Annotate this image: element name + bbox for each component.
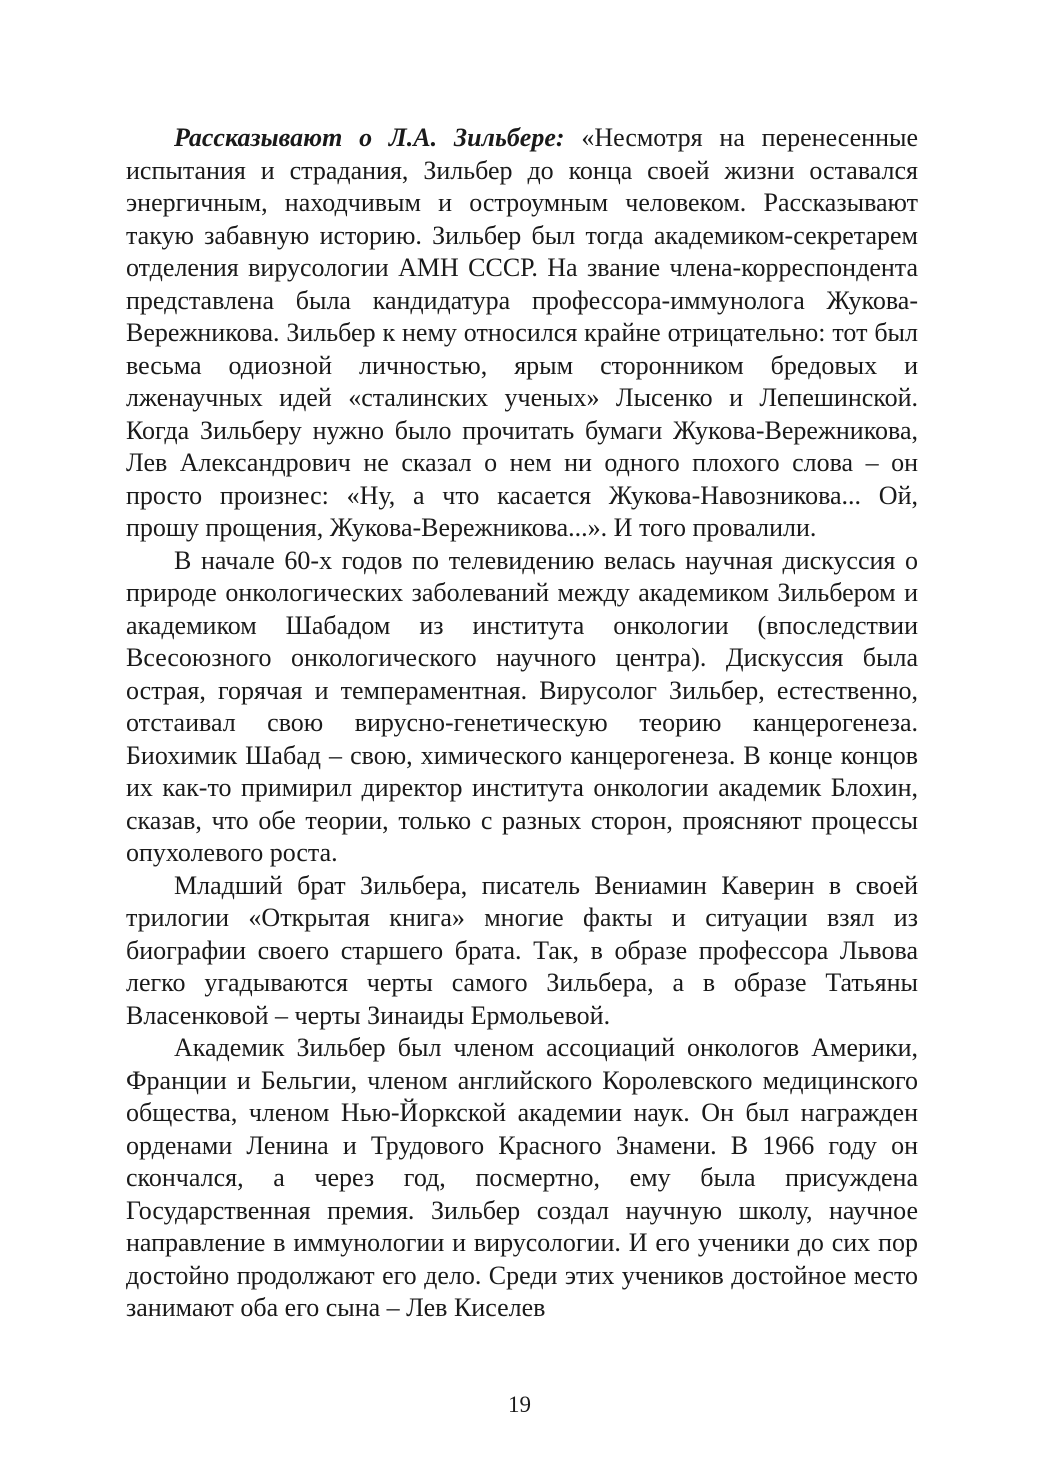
paragraph-1	[126, 122, 918, 545]
paragraph-2	[126, 545, 918, 870]
paragraph-3	[126, 870, 918, 1033]
paragraph-4	[126, 1032, 918, 1325]
page-number: 19	[508, 1392, 531, 1417]
paragraph-lead: Рассказывают о Л.А. Зильбере:	[174, 123, 565, 152]
paragraph-text: Младший брат Зильбера, писатель Вениамин Каверин в своей трилогии «Открытая книга» многие факты и ситуации взял из биографии своего старшего брата. Так, в образе профессора Львова легко угадываются черты самого Зильбера, а в образе Татьяны Власенковой – черты Зинаиды Ермольевой.	[126, 870, 918, 1030]
body-text	[126, 122, 918, 1325]
paragraph-text: «Несмотря на перенесенные испытания и страдания, Зильбер до конца своей жизни оставался энергичным, находчивым и остроумным человеком. Рассказывают такую забавную историю. Зильбер был тогда академиком-секретарем отделения вирусологии АМН СССР. На звание члена-корреспондента представлена была кандидатура профессора-иммунолога Жукова-Вережникова. Зильбер к нему относился крайне отрицательно: тот был весьма одиозной личностью, ярым сторонником бредовых и лженаучных идей «сталинских ученых» Лысенко и Лепешинской. Когда Зильберу нужно было прочитать бумаги Жукова-Вережникова, Лев Александрович не сказал о нем ни одного плохого слова – он просто произнес: «Ну, а что касается Жукова-Навозникова... Ой, прошу прощения, Жукова-Вережникова...». И того провалили.	[126, 123, 918, 542]
paragraph-text: В начале 60-х годов по телевидению велась научная дискуссия о природе онкологических заболеваний между академиком Зильбером и академиком Шабадом из института онкологии (впоследствии Всесоюзного онкологического научного центра). Дискуссия была острая, горячая и темпераментная. Вирусолог Зильбер, естественно, отстаивал свою вирусно-генетическую теорию канцерогенеза. Биохимик Шабад – свою, химического канцерогенеза. В конце концов их как-то примирил директор института онкологии академик Блохин, сказав, что обе теории, только с разных сторон, проясняют процессы опухолевого роста.	[126, 545, 918, 867]
paragraph-text: Академик Зильбер был членом ассоциаций онкологов Америки, Франции и Бельгии, членом английского Королевского медицинского общества, членом Нью-Йоркской академии наук. Он был награжден орденами Ленина и Трудового Красного Знамени. В 1966 году он скончался, а через год, посмертно, ему была присуждена Государственная премия. Зильбер создал научную школу, научное направление в иммунологии и вирусологии. И его ученики до сих пор достойно продолжают его дело. Среди этих учеников достойное место занимают оба его сына – Лев Киселев	[126, 1033, 918, 1322]
